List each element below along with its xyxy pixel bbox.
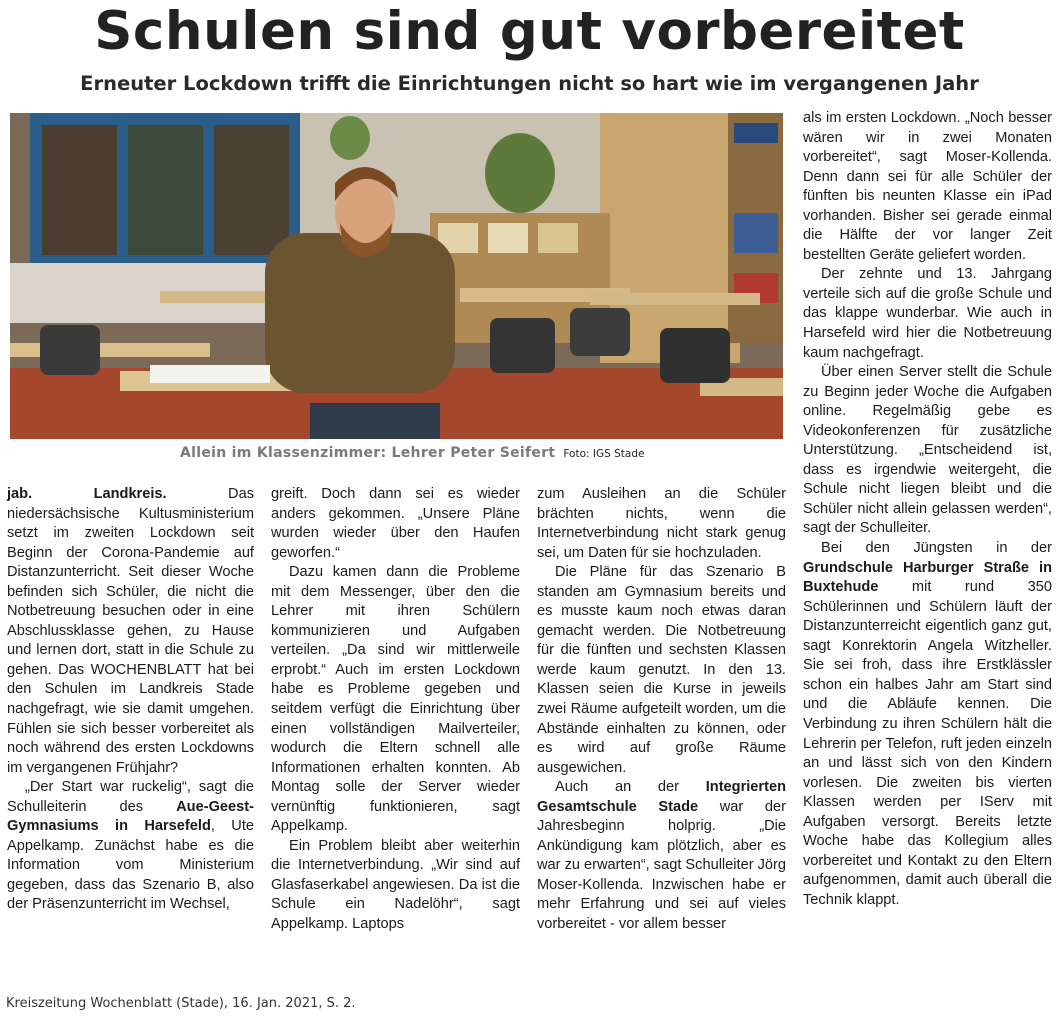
paragraph: als im ersten Lockdown. „Noch besser wären wir in zwei Monaten vorbereitet“, sagt Moser-Kollenda. Denn dann sei für alle Schüler der fünften bis neunten Klasse ein iPad vorhanden. Bisher sei gerade einmal die Hälfte der vor langer Zeit bestellten Geräte geliefert worden.: [803, 110, 1052, 263]
paragraph: [7, 485, 254, 778]
paragraph: Der zehnte und 13. Jahrgang verteile sich auf die große Schule und das klappe wunderbar. Wie auch in Harsefeld wird hier die Notbetreuung kaum nachgefragt.: [803, 266, 1052, 361]
paragraph: Über einen Server stellt die Schule zu Beginn jeder Woche die Aufgaben online. Regelmäßig gebe es Videokonferenzen für zusätzliche Unterstützung. „Entscheidend ist, dass es irgendwie weitergeht, die Schule nicht liegen bleibt und die Schüler nicht allein gelassen werden“, sagt der Schulleiter.: [803, 364, 1052, 537]
paragraph-text: Bei den Jüngsten in der: [821, 540, 1052, 557]
article-column-4: [803, 109, 1052, 910]
paragraph-text: „Der Start war ruckelig“, sagt die Schulleiterin des: [7, 779, 254, 815]
source-citation: Kreiszeitung Wochenblatt (Stade), 16. Jan. 2021, S. 2.: [6, 996, 356, 1011]
paragraph: greift. Doch dann sei es wieder anders gekommen. „Unsere Pläne wurden wieder über den Haufen geworfen.“: [271, 486, 520, 561]
paragraph: Dazu kamen dann die Probleme mit dem Messenger, über den die Lehrer mit ihren Schülern kommunizieren und Aufgaben verteilen. „Da sind wir mittlerweile erprobt.“ Auch im ersten Lockdown habe es Probleme gegeben und seitdem verfügt die Einrichtung über einen vollständigen Mailverteiler, wodurch die Eltern schnell alle Informationen erhalten konnten. Ab Montag solle der Server wieder vernünftig funktionieren, sagt Appelkamp.: [271, 564, 520, 835]
article-subheadline: Erneuter Lockdown trifft die Einrichtungen nicht so hart wie im vergangenen Jahr: [80, 72, 979, 95]
paragraph: [7, 778, 254, 915]
article-headline: Schulen sind gut vorbereitet: [94, 1, 965, 62]
article-column-3: [537, 485, 786, 935]
paragraph: Die Pläne für das Szenario B standen am Gymnasium bereits und es musste kaum noch etwas daran gemacht werden. Die Notbetreuung für die fünften und sechsten Klassen werde kaum genutzt. In den 13. Klassen seien die Kurse in jeweils zwei Räume aufgeteilt worden, um die Abstände einhalten zu können, oder es wird auf große Räume ausgewichen.: [537, 564, 786, 776]
school-name: Aue-Geest-Gymnasiums in Harsefeld: [7, 798, 254, 835]
paragraph: [537, 778, 786, 934]
classroom-photo: [10, 113, 783, 439]
caption-text: Allein im Klassenzimmer: Lehrer Peter Seifert: [180, 445, 556, 461]
article-column-1: [7, 485, 254, 915]
school-name: Grundschule Harburger Straße in Buxtehude: [803, 559, 1052, 596]
photo-caption: [180, 445, 644, 465]
school-name: Integrierten Gesamtschule Stade: [537, 779, 786, 815]
article-column-2: [271, 485, 520, 935]
paragraph: zum Ausleihen an die Schüler brächten nichts, wenn die Internetverbindung nicht stark genug sei, um Daten für sie hochzuladen.: [537, 486, 786, 561]
photo-credit: Foto: IGS Stade: [563, 448, 645, 460]
paragraph-text: Das niedersächsische Kultusministerium setzt im zweiten Lockdown seit Beginn der Corona-Pandemie auf Distanzunterricht. Seit dieser Woche befinden sich Schüler, die nicht die Notbetreuung besuchen oder in eine Abschlussklasse gehen, zu Hause und lernen dort, statt in die Schule zu gehen. Das WOCHENBLATT hat bei den Schulen im Landkreis Stade nachgefragt, wie sie damit umgehen. Fühlen sie sich besser vorbereitet als noch während des ersten Lockdowns im vergangenen Frühjahr?: [7, 486, 254, 776]
paragraph: Ein Problem bleibt aber weiterhin die Internetverbindung. „Wir sind auf Glasfaserkabel angewiesen. Da ist die Schule ein Nadelöhr“, sagt Appelkamp. Laptops: [271, 837, 520, 933]
paragraph-text: Auch an der: [555, 779, 706, 796]
paragraph: [803, 539, 1052, 910]
paragraph-text: , Ute Appelkamp. Zunächst habe es die Information vom Ministerium gegeben, dass das Szenario B, also der Präsenzunterricht im Wechsel,: [7, 818, 254, 913]
paragraph-text: war der Jahresbeginn holprig. „Die Ankündigung kam plötzlich, aber es war zu erwarten“, sagt Schulleiter Jörg Moser-Kollenda. Inzwischen habe er mehr Erfahrung und sei auf vieles vorbereitet - vor allem besser: [537, 798, 787, 933]
dateline: jab. Landkreis.: [7, 486, 167, 502]
paragraph-text: mit rund 350 Schülerinnen und Schülern läuft der Distanzunterreicht eigentlich ganz gut, sagt Konrektorin Angela Witzheller. Sie sei froh, dass ihre Erstklässler schon ein halbes Jahr am Start sind und die Abläufe kennen. Die Verbindung zu ihren Schülern hält die Lehrerin per Telefon, ruft jeden einzeln an und lässt sich von den Kindern vorlesen. Die zweiten bis vierten Klassen werden per IServ mit Aufgaben versorgt. Bereits letzte Woche habe das Kollegium alles vorbereitet und Kontakt zu den Eltern aufgenommen, damit auch überall die Technik klappt.: [803, 579, 1052, 908]
